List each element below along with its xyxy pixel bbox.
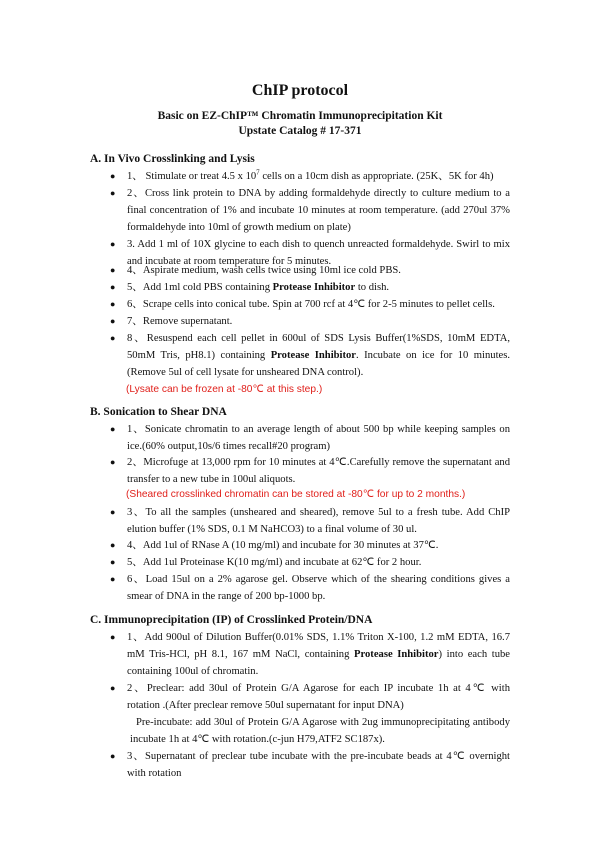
section-a-item-5: 5、Add 1ml cold PBS containing Protease Inhibitor to dish. — [127, 282, 390, 293]
bullet-icon: ● — [110, 282, 116, 292]
section-a-item-4: 4、Aspirate medium, wash cells twice using 10ml ice cold PBS. — [127, 265, 401, 276]
section-a-note: (Lysate can be frozen at -80℃ at this step.) — [126, 384, 323, 395]
bullet-icon: ● — [110, 557, 116, 567]
section-a-item-7: 7、Remove supernatant. — [127, 316, 233, 327]
section-a-item-6: 6、Scrape cells into conical tube. Spin at 700 rcf at 4℃ for 2-5 minutes to pellet cells. — [127, 299, 495, 310]
bullet-icon: ● — [110, 333, 116, 343]
bullet-icon: ● — [110, 683, 116, 693]
bullet-icon: ● — [110, 574, 116, 584]
section-b-item-1: 1、Sonicate chromatin to an average length of about 500 bp while keeping samples on ice.(60% output,10s/6 times recall#20 program) — [127, 424, 510, 452]
section-b-item-2: 2、Microfuge at 13,000 rpm for 10 minutes at 4℃.Carefully remove the supernatant and transfer to a new tube in 100ul aliquots. — [127, 457, 510, 485]
bullet-icon: ● — [110, 265, 116, 275]
bullet-icon: ● — [110, 507, 116, 517]
bullet-icon: ● — [110, 239, 116, 249]
bullet-icon: ● — [110, 540, 116, 550]
section-a-item-2: 2、Cross link protein to DNA by adding formaldehyde directly to culture medium to a final concentration of 1% and incubate 10 minutes at room temperature. (add 270ul 37% formaldehyde into 10ml of growth medium on plate) — [127, 188, 510, 233]
bullet-icon: ● — [110, 457, 116, 467]
section-b-heading: B. Sonication to Shear DNA — [90, 406, 227, 418]
section-b-item-6: 6、Load 15ul on a 2% agarose gel. Observe which of the shearing conditions gives a smear of DNA in the range of 200 bp-1000 bp. — [127, 574, 510, 602]
section-a-item-8: 8、Resuspend each cell pellet in 600ul of SDS Lysis Buffer(1%SDS, 10mM EDTA, 50mM Tris, pH8.1) containing Protease Inhibitor. Incubate on ice for 10 minutes. (Remove 5ul of cell lysate for unsheared DNA control). — [127, 333, 510, 378]
bullet-icon: ● — [110, 751, 116, 761]
bullet-icon: ● — [110, 424, 116, 434]
section-c-item-1: 1、Add 900ul of Dilution Buffer(0.01% SDS, 1.1% Triton X-100, 1.2 mM EDTA, 16.7 mM Tris-HCl, pH 8.1, 167 mM NaCl, containing Protease Inhibitor) into each tube containing 100ul of chromatin. — [127, 632, 510, 677]
section-b-item-5: 5、Add 1ul Proteinase K(10 mg/ml) and incubate at 62℃ for 2 hour. — [127, 557, 422, 568]
section-c-item-3: 3、Supernatant of preclear tube incubate with the pre-incubate beads at 4℃ overnight with rotation — [127, 751, 510, 779]
section-a-heading: A. In Vivo Crosslinking and Lysis — [90, 153, 255, 165]
section-c-item-2-preincubate: Pre-incubate: add 30ul of Protein G/A Agarose with 2ug immunoprecipitating antibody incubate 1h at 4℃ with rotation.(c-jun H79,ATF2 SC187x). — [130, 717, 510, 745]
section-b-item-4: 4、Add 1ul of RNase A (10 mg/ml) and incubate for 30 minutes at 37℃. — [127, 540, 439, 551]
bullet-icon: ● — [110, 316, 116, 326]
bullet-icon: ● — [110, 299, 116, 309]
section-c-heading: C. Immunoprecipitation (IP) of Crosslinked Protein/DNA — [90, 614, 373, 626]
bullet-icon: ● — [110, 171, 116, 181]
section-a-item-1: 1、 Stimulate or treat 4.5 x $10^7$ cells on a 10cm dish as appropriate. (25K、5K for 4h) — [127, 168, 494, 182]
section-b-note: (Sheared crosslinked chromatin can be stored at -80℃ for up to 2 months.) — [126, 489, 466, 500]
subtitle-catalog: Upstate Catalog # 17-371 — [238, 125, 362, 137]
section-b-item-3: 3、To all the samples (unsheared and sheared), remove 5ul to a fresh tube. Add ChIP elution buffer (1% SDS, 0.1 M NaHCO3) to a final volume of 30 ul. — [127, 507, 510, 535]
subtitle-kit: Basic on EZ-ChIP™ Chromatin Immunoprecipitation Kit — [157, 110, 443, 122]
bullet-icon: ● — [110, 632, 116, 642]
page-title: ChIP protocol — [251, 82, 349, 99]
section-a-item-3: 3. Add 1 ml of 10X glycine to each dish to quench unreacted formaldehyde. Swirl to mix and incubate at room temperature for 5 minutes. — [127, 239, 510, 267]
bullet-icon: ● — [110, 188, 116, 198]
section-c-item-2: 2、Preclear: add 30ul of Protein G/A Agarose for each IP incubate 1h at 4℃ with rotation .(After preclear remove 50ul supernatant for input DNA) — [127, 683, 510, 711]
